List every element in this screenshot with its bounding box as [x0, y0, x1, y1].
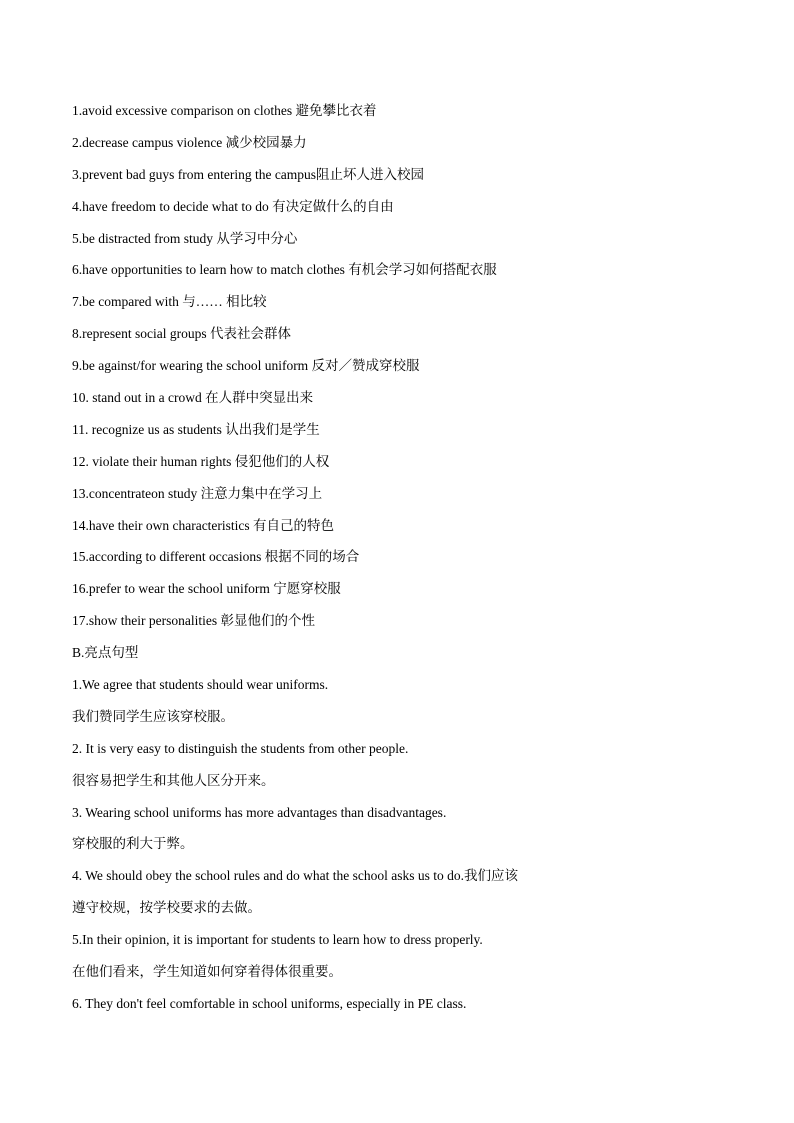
text-line: 我们赞同学生应该穿校服。: [72, 708, 234, 724]
text-line: 2.decrease campus violence 减少校园暴力: [72, 134, 307, 150]
text-line: 2. It is very easy to distinguish the students from other people.: [72, 740, 409, 756]
text-line: 遵守校规，按学校要求的去做。: [72, 900, 261, 916]
text-line: 很容易把学生和其他人区分开来。: [72, 772, 275, 788]
text-line: 1.We agree that students should wear uniforms.: [72, 677, 329, 693]
text-line: 17.show their personalities 彰显他们的个性: [72, 613, 315, 629]
text-line: 16.prefer to wear the school uniform 宁愿穿校服: [72, 581, 341, 597]
text-line: 1.avoid excessive comparison on clothes 避免攀比衣着: [72, 103, 377, 118]
text-line: 5.be distracted from study 从学习中分心: [72, 230, 298, 246]
text-line: 3. Wearing school uniforms has more advantages than disadvantages.: [72, 804, 447, 820]
text-lines: [72, 100, 762, 1025]
text-line: 3.prevent bad guys from entering the campus阻止坏人进入校园: [72, 166, 425, 182]
text-line: 13.concentrateon study 注意力集中在学习上: [72, 485, 323, 501]
text-line: 穿校服的利大于弊。: [72, 836, 194, 852]
text-line: 12. violate their human rights 侵犯他们的人权: [72, 453, 330, 469]
text-line: 6. They don't feel comfortable in school uniforms, especially in PE class.: [72, 995, 467, 1011]
text-line: 4.have freedom to decide what to do 有决定做什么的自由: [72, 198, 394, 214]
text-line: 7.be compared with 与…… 相比较: [72, 294, 267, 310]
text-line: 8.represent social groups 代表社会群体: [72, 326, 291, 342]
section-heading: B.亮点句型: [72, 645, 139, 661]
text-line: 6.have opportunities to learn how to match clothes 有机会学习如何搭配衣服: [72, 262, 497, 278]
text-line: 10. stand out in a crowd 在人群中突显出来: [72, 390, 314, 406]
text-line: 14.have their own characteristics 有自己的特色: [72, 517, 335, 533]
text-line: 15.according to different occasions 根据不同的场合: [72, 549, 360, 565]
text-line: 11. recognize us as students 认出我们是学生: [72, 421, 320, 437]
text-line: 在他们看来，学生知道如何穿着得体很重要。: [72, 964, 342, 980]
text-line: 5.In their opinion, it is important for students to learn how to dress properly.: [72, 932, 483, 948]
text-line: 4. We should obey the school rules and do what the school asks us to do.我们应该: [72, 868, 518, 884]
text-line: 9.be against/for wearing the school uniform 反对／赞成穿校服: [72, 358, 420, 374]
